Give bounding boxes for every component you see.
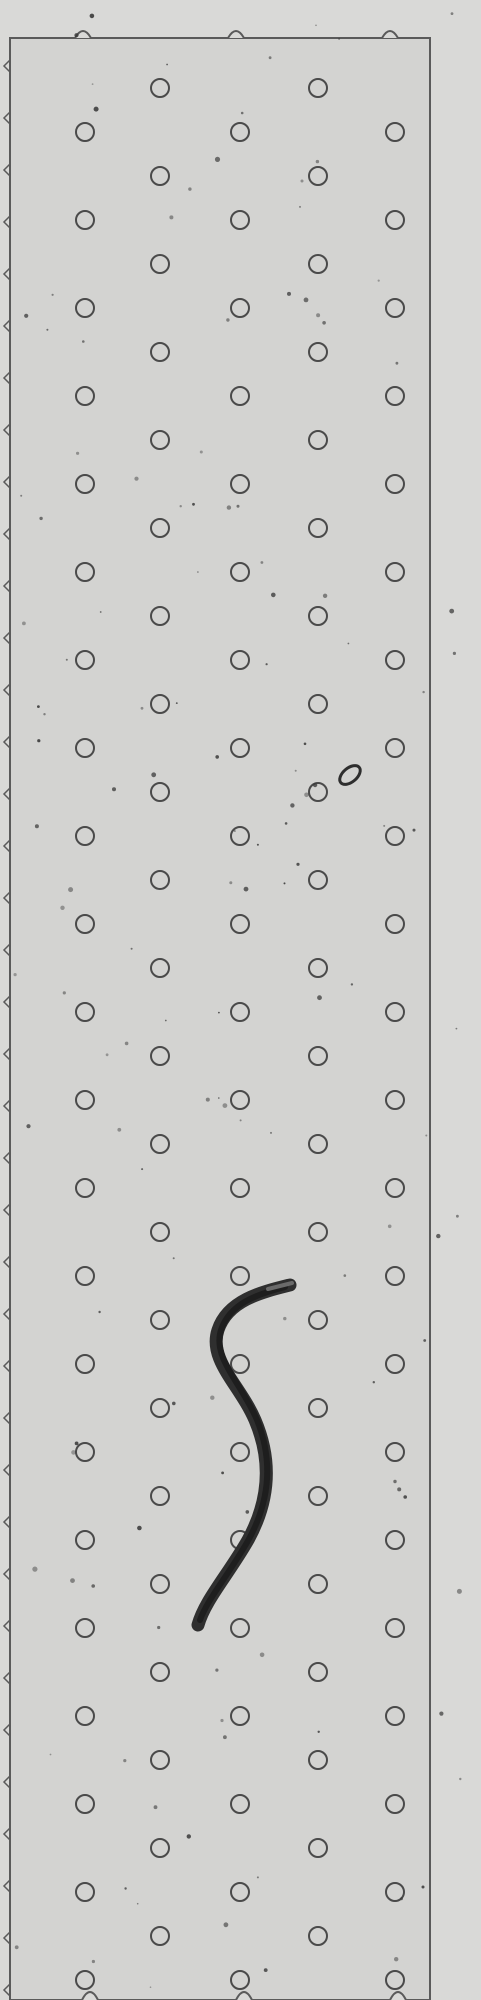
debris-speck — [246, 1510, 250, 1514]
debris-speck — [388, 1225, 392, 1229]
debris-speck — [373, 1381, 375, 1383]
debris-speck — [15, 1945, 19, 1949]
debris-speck — [124, 1887, 126, 1889]
debris-speck — [459, 1778, 461, 1780]
debris-speck — [68, 887, 73, 892]
chamber-body — [10, 38, 430, 2000]
debris-speck — [215, 1669, 218, 1672]
debris-speck — [227, 505, 231, 509]
debris-speck — [20, 495, 22, 497]
debris-speck — [74, 33, 78, 37]
debris-speck — [264, 1968, 268, 1972]
debris-speck — [422, 691, 424, 693]
debris-speck — [39, 517, 42, 520]
debris-speck — [317, 995, 322, 1000]
debris-speck — [316, 160, 319, 163]
debris-speck — [269, 56, 272, 59]
debris-speck — [224, 1922, 229, 1927]
debris-speck — [304, 743, 307, 746]
debris-speck — [318, 1731, 320, 1733]
debris-speck — [76, 452, 79, 455]
debris-speck — [234, 830, 236, 832]
debris-speck — [413, 829, 416, 832]
debris-speck — [66, 659, 68, 661]
debris-speck — [456, 1028, 458, 1030]
debris-speck — [131, 948, 133, 950]
debris-speck — [296, 863, 299, 866]
debris-speck — [154, 1805, 158, 1809]
debris-speck — [165, 1020, 167, 1022]
debris-speck — [257, 844, 259, 846]
debris-speck — [60, 906, 64, 910]
debris-speck — [423, 1339, 426, 1342]
debris-speck — [378, 280, 380, 282]
debris-speck — [218, 1012, 220, 1014]
debris-speck — [150, 1986, 152, 1988]
debris-speck — [287, 292, 291, 296]
debris-speck — [176, 702, 178, 704]
debris-speck — [92, 1960, 95, 1963]
debris-speck — [439, 1712, 443, 1716]
debris-speck — [270, 1132, 272, 1134]
debris-speck — [449, 609, 454, 614]
debris-speck — [451, 12, 454, 15]
debris-speck — [98, 1311, 100, 1313]
debris-speck — [436, 1234, 440, 1238]
debris-speck — [141, 1168, 143, 1170]
debris-speck — [112, 787, 116, 791]
debris-speck — [70, 1578, 75, 1583]
debris-speck — [166, 64, 168, 66]
debris-speck — [50, 1754, 52, 1756]
debris-speck — [100, 611, 102, 613]
debris-speck — [91, 1584, 95, 1588]
debris-speck — [299, 206, 301, 208]
debris-speck — [218, 1097, 220, 1099]
debris-speck — [338, 38, 340, 40]
debris-speck — [123, 1759, 126, 1762]
debris-speck — [172, 1402, 176, 1406]
debris-speck — [266, 663, 268, 665]
debris-speck — [241, 112, 244, 115]
debris-speck — [301, 180, 304, 183]
debris-speck — [197, 571, 199, 573]
debris-speck — [46, 329, 48, 331]
debris-speck — [348, 643, 350, 645]
debris-speck — [397, 1487, 401, 1491]
debris-speck — [453, 652, 456, 655]
debris-speck — [200, 451, 203, 454]
debris-speck — [393, 1480, 396, 1483]
debris-speck — [425, 1135, 427, 1137]
debris-speck — [188, 187, 191, 190]
debris-speck — [117, 1128, 121, 1132]
debris-speck — [283, 1317, 286, 1320]
debris-speck — [125, 1042, 129, 1046]
debris-speck — [75, 1442, 79, 1446]
debris-speck — [322, 321, 326, 325]
debris-speck — [141, 707, 144, 710]
debris-speck — [52, 294, 54, 296]
debris-speck — [187, 1834, 191, 1838]
debris-speck — [383, 825, 385, 827]
debris-speck — [26, 1124, 30, 1128]
debris-speck — [180, 505, 182, 507]
debris-speck — [206, 1098, 210, 1102]
debris-speck — [24, 314, 28, 318]
debris-speck — [151, 772, 156, 777]
debris-speck — [260, 1653, 265, 1658]
debris-speck — [157, 1626, 160, 1629]
debris-speck — [400, 1897, 403, 1900]
debris-speck — [344, 1274, 347, 1277]
debris-speck — [35, 824, 39, 828]
debris-speck — [304, 793, 309, 798]
debris-speck — [229, 881, 232, 884]
debris-speck — [134, 477, 138, 481]
debris-speck — [137, 1526, 142, 1531]
debris-speck — [315, 25, 317, 27]
debris-speck — [304, 298, 309, 303]
debris-speck — [396, 362, 399, 365]
debris-speck — [323, 594, 327, 598]
debris-speck — [313, 783, 317, 787]
debris-speck — [295, 770, 297, 772]
debris-speck — [43, 713, 45, 715]
debris-speck — [284, 882, 286, 884]
debris-speck — [290, 803, 294, 807]
debris-speck — [271, 593, 276, 598]
debris-speck — [210, 1396, 214, 1400]
debris-speck — [226, 318, 229, 321]
debris-speck — [32, 1567, 37, 1572]
chamber — [4, 31, 430, 2000]
debris-speck — [285, 822, 288, 825]
debris-speck — [37, 705, 40, 708]
debris-speck — [71, 1450, 76, 1455]
debris-speck — [456, 1215, 459, 1218]
debris-speck — [63, 991, 66, 994]
debris-speck — [106, 1053, 109, 1056]
debris-speck — [257, 1876, 259, 1878]
debris-speck — [316, 313, 320, 317]
debris-speck — [403, 1495, 407, 1499]
debris-speck — [215, 157, 220, 162]
debris-speck — [220, 1719, 223, 1722]
debris-speck — [223, 1103, 228, 1108]
debris-speck — [37, 739, 40, 742]
debris-speck — [221, 1472, 224, 1475]
debris-speck — [351, 983, 353, 985]
debris-speck — [394, 1957, 398, 1961]
debris-speck — [173, 1257, 175, 1259]
debris-speck — [137, 1903, 139, 1905]
debris-speck — [244, 887, 249, 892]
debris-speck — [92, 83, 94, 85]
debris-speck — [14, 973, 17, 976]
debris-speck — [237, 505, 240, 508]
debris-speck — [422, 1886, 425, 1889]
debris-speck — [240, 1119, 242, 1121]
debris-speck — [261, 561, 264, 564]
debris-speck — [457, 1589, 462, 1594]
debris-speck — [82, 340, 85, 343]
debris-speck — [223, 1735, 227, 1739]
debris-speck — [90, 14, 95, 19]
debris-speck — [169, 215, 173, 219]
debris-speck — [94, 107, 99, 112]
debris-speck — [192, 503, 195, 506]
debris-speck — [22, 622, 26, 626]
debris-speck — [215, 755, 219, 759]
